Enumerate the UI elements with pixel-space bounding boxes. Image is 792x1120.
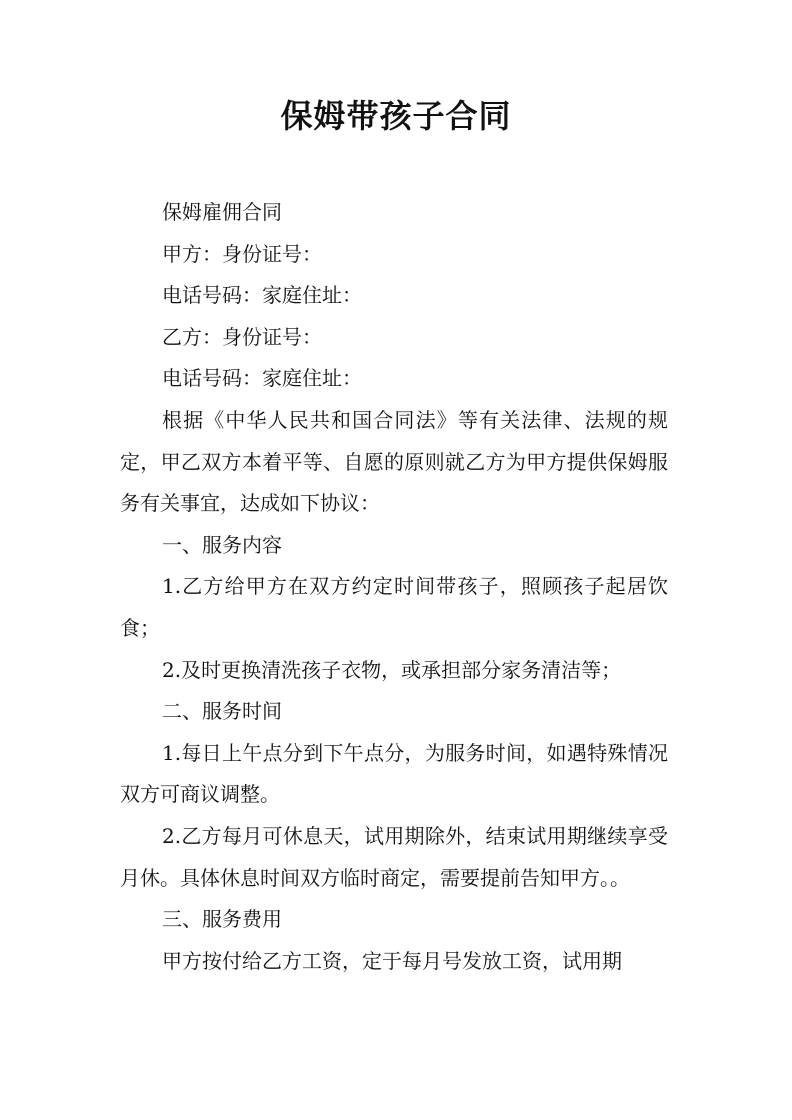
paragraph-service-time-1: 1.每日上午点分到下午点分，为服务时间，如遇特殊情况双方可商议调整。 (120, 740, 668, 807)
paragraph-service-content-1: 1.乙方给甲方在双方约定时间带孩子，照顾孩子起居饮食； (120, 574, 668, 640)
document-title: 保姆带孩子合同 (280, 97, 512, 135)
section-heading-service-fee: 三、服务费用 (162, 907, 282, 932)
paragraph-party-a-id: 甲方：身份证号： (162, 241, 322, 266)
paragraph-service-content-2: 2.及时更换清洗孩子衣物，或承担部分家务清洁等； (162, 657, 622, 682)
section-heading-service-time: 二、服务时间 (162, 699, 282, 724)
paragraph-service-time-2: 2.乙方每月可休息天，试用期除外，结束试用期继续享受月休。具体休息时间双方临时商定，需要提前告知甲方。。 (120, 823, 668, 890)
paragraph-party-b-contact: 电话号码：家庭住址： (162, 366, 362, 391)
paragraph-service-fee-1: 甲方按付给乙方工资，定于每月号发放工资，试用期 (162, 948, 622, 973)
paragraph-preamble: 根据《中华人民共和国合同法》等有关法律、法规的规定，甲乙双方本着平等、自愿的原则就乙方为甲方提供保姆服务有关事宜，达成如下协议： (120, 407, 668, 516)
paragraph-contract-name: 保姆雇佣合同 (162, 200, 282, 224)
document-body (120, 192, 668, 982)
paragraph-party-a-contact: 电话号码：家庭住址： (162, 283, 362, 308)
paragraph-party-b-id: 乙方：身份证号： (162, 324, 322, 349)
section-heading-service-content: 一、服务内容 (162, 532, 282, 557)
